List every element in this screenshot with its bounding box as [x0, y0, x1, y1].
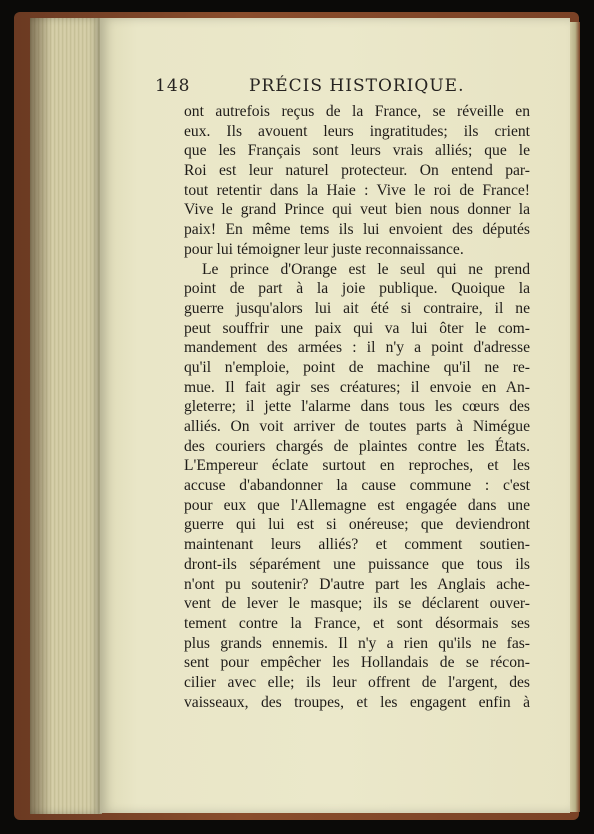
paragraph-start: Le prince d'Orange est le seul qui ne prend — [202, 260, 530, 278]
text-line: maintenant leurs alliés? et comment soutien- — [184, 536, 530, 554]
text-line: qu'il n'emploie, point de machine qu'il ne re- — [184, 358, 530, 376]
text-line: tout retentir dans la Haie : Vive le roi de France! — [184, 181, 530, 199]
text-line: vent de lever le masque; ils se déclarent ouver- — [184, 595, 530, 613]
text-line: point de part à la joie publique. Quoique la — [184, 280, 530, 298]
text-line: L'Empereur éclate surtout en reproches, et les — [184, 457, 530, 475]
text-line: mandement des armées : il n'y a point d'adresse — [184, 339, 530, 357]
text-line: dront-ils séparément une puissance que tous ils — [184, 555, 530, 573]
text-line: gleterre; il jette l'alarme dans tous les cœurs des — [184, 398, 530, 416]
text-line: plus grands ennemis. Il n'y a rien qu'ils ne fas- — [184, 634, 530, 652]
text-line: sent pour empêcher les Hollandais de se récon- — [184, 654, 530, 672]
page-number: 148 — [155, 76, 191, 96]
edge-shadow — [30, 18, 52, 814]
body-text — [184, 102, 530, 712]
text-line: mue. Il fait agir ses créatures; il envoie en An- — [184, 378, 530, 396]
text-line: accuse d'abandonner la cause commune : c'est — [184, 477, 530, 495]
text-line: Roi est leur naturel protecteur. On entend par- — [184, 162, 530, 180]
text-line: Vive le grand Prince qui veut bien nous donner la — [184, 201, 530, 219]
text-line: paix! En même tems ils lui envoient des députés — [184, 221, 530, 239]
text-line: cilier avec elle; ils leur offrent de l'argent, des — [184, 673, 530, 691]
text-line: des couriers chargés de plaintes contre les États. — [184, 437, 530, 455]
running-title: PRÉCIS HISTORIQUE. — [249, 76, 465, 96]
text-line: guerre jusqu'alors lui ait été si contraire, il ne — [184, 299, 530, 317]
text-line: ont autrefois reçus de la France, se réveille en — [184, 103, 530, 120]
running-header — [155, 76, 535, 96]
text-line: alliés. On voit arriver de toutes parts à Nimégue — [184, 418, 530, 435]
text-line: guerre qui lui est si onéreuse; que deviendront — [184, 516, 530, 534]
text-line: n'ont pu soutenir? D'autre part les Anglais ache- — [184, 575, 530, 593]
text-line: pour lui témoigner leur juste reconnaissance. — [184, 240, 464, 258]
text-line: que les Français sont leurs vrais alliés; que le — [184, 142, 530, 160]
text-line: eux. Ils avouent leurs ingratitudes; ils crient — [184, 122, 530, 140]
text-line: pour eux que l'Allemagne est engagée dans une — [184, 496, 530, 514]
text-line: peut souffrir une paix qui va lui ôter le com- — [184, 319, 530, 337]
text-line: vaisseaux, des troupes, et les engagent enfin à — [184, 693, 530, 711]
text-line: tement contre la France, et sont désormais ses — [184, 614, 530, 632]
